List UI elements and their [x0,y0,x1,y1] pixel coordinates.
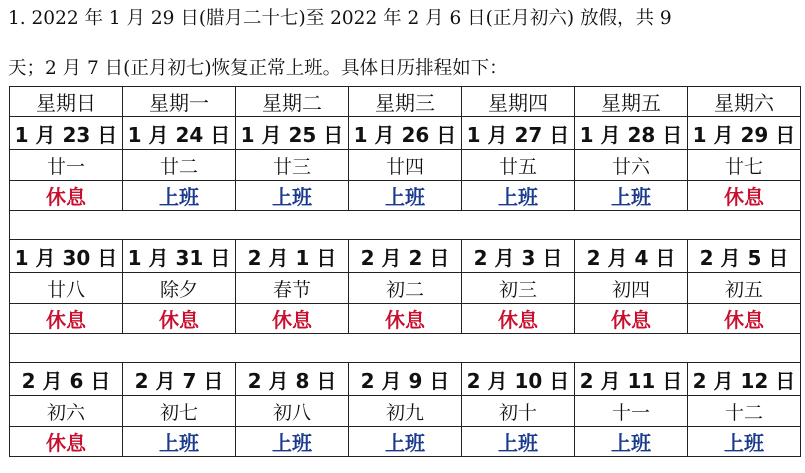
status-cell: 上班 [349,181,462,211]
date-cell: 1 月 23 日 [10,117,123,150]
date-cell: 1 月 31 日 [123,240,236,273]
status-cell: 上班 [349,427,462,457]
date-row [10,240,801,273]
intro-line-1: 1. 2022 年 1 月 29 日(腊月二十七)至 2022 年 2 月 6 日(正月初六) 放假，共 9 [8,8,672,29]
lunar-row [10,150,801,181]
date-cell: 2 月 12 日 [688,363,801,396]
weekday-header: 星期四 [462,87,575,117]
lunar-date-cell: 初八 [236,396,349,427]
spacer-row [10,211,801,240]
lunar-date-cell: 十一 [575,396,688,427]
date-cell: 2 月 3 日 [462,240,575,273]
date-cell: 1 月 27 日 [462,117,575,150]
intro-line-2: 天；2 月 7 日(正月初七)恢复正常上班。具体日历排程如下： [8,58,508,79]
status-cell: 休息 [349,304,462,334]
lunar-date-cell: 廿二 [123,150,236,181]
lunar-date-cell: 廿四 [349,150,462,181]
status-cell: 休息 [236,304,349,334]
weekday-header: 星期六 [688,87,801,117]
lunar-date-cell: 初三 [462,273,575,304]
date-cell: 2 月 7 日 [123,363,236,396]
date-cell: 2 月 10 日 [462,363,575,396]
holiday-calendar-table [9,86,801,457]
lunar-date-cell: 初五 [688,273,801,304]
lunar-date-cell: 初四 [575,273,688,304]
status-cell: 休息 [10,181,123,211]
lunar-date-cell: 十二 [688,396,801,427]
status-cell: 休息 [10,304,123,334]
status-cell: 上班 [123,427,236,457]
lunar-date-cell: 初二 [349,273,462,304]
status-cell: 休息 [10,427,123,457]
lunar-date-cell: 廿一 [10,150,123,181]
lunar-date-cell: 初六 [10,396,123,427]
date-row [10,363,801,396]
status-cell: 上班 [575,427,688,457]
status-cell: 上班 [236,427,349,457]
date-cell: 2 月 1 日 [236,240,349,273]
weekday-header: 星期五 [575,87,688,117]
lunar-date-cell: 初九 [349,396,462,427]
date-cell: 1 月 25 日 [236,117,349,150]
date-cell: 1 月 30 日 [10,240,123,273]
status-row [10,427,801,457]
status-cell: 休息 [688,181,801,211]
weekday-header: 星期三 [349,87,462,117]
lunar-date-cell: 廿八 [10,273,123,304]
lunar-date-cell: 廿五 [462,150,575,181]
date-cell: 2 月 2 日 [349,240,462,273]
status-cell: 休息 [688,304,801,334]
date-cell: 2 月 9 日 [349,363,462,396]
lunar-date-cell: 除夕 [123,273,236,304]
lunar-date-cell: 廿七 [688,150,801,181]
lunar-date-cell: 春节 [236,273,349,304]
status-cell: 上班 [462,427,575,457]
date-cell: 2 月 6 日 [10,363,123,396]
status-cell: 休息 [462,304,575,334]
status-row [10,304,801,334]
weekday-header: 星期二 [236,87,349,117]
weekday-header-row [10,87,801,117]
date-cell: 2 月 11 日 [575,363,688,396]
date-cell: 2 月 8 日 [236,363,349,396]
status-cell: 休息 [575,304,688,334]
lunar-row [10,273,801,304]
date-row [10,117,801,150]
spacer-cell [10,211,801,240]
lunar-date-cell: 初十 [462,396,575,427]
status-cell: 上班 [123,181,236,211]
lunar-date-cell: 廿三 [236,150,349,181]
date-cell: 1 月 24 日 [123,117,236,150]
lunar-date-cell: 初七 [123,396,236,427]
status-row [10,181,801,211]
status-cell: 上班 [236,181,349,211]
date-cell: 1 月 26 日 [349,117,462,150]
weekday-header: 星期日 [10,87,123,117]
status-cell: 上班 [575,181,688,211]
lunar-date-cell: 廿六 [575,150,688,181]
date-cell: 1 月 28 日 [575,117,688,150]
date-cell: 2 月 5 日 [688,240,801,273]
spacer-cell [10,334,801,363]
status-cell: 休息 [123,304,236,334]
date-cell: 1 月 29 日 [688,117,801,150]
date-cell: 2 月 4 日 [575,240,688,273]
status-cell: 上班 [688,427,801,457]
weekday-header: 星期一 [123,87,236,117]
status-cell: 上班 [462,181,575,211]
lunar-row [10,396,801,427]
spacer-row [10,334,801,363]
